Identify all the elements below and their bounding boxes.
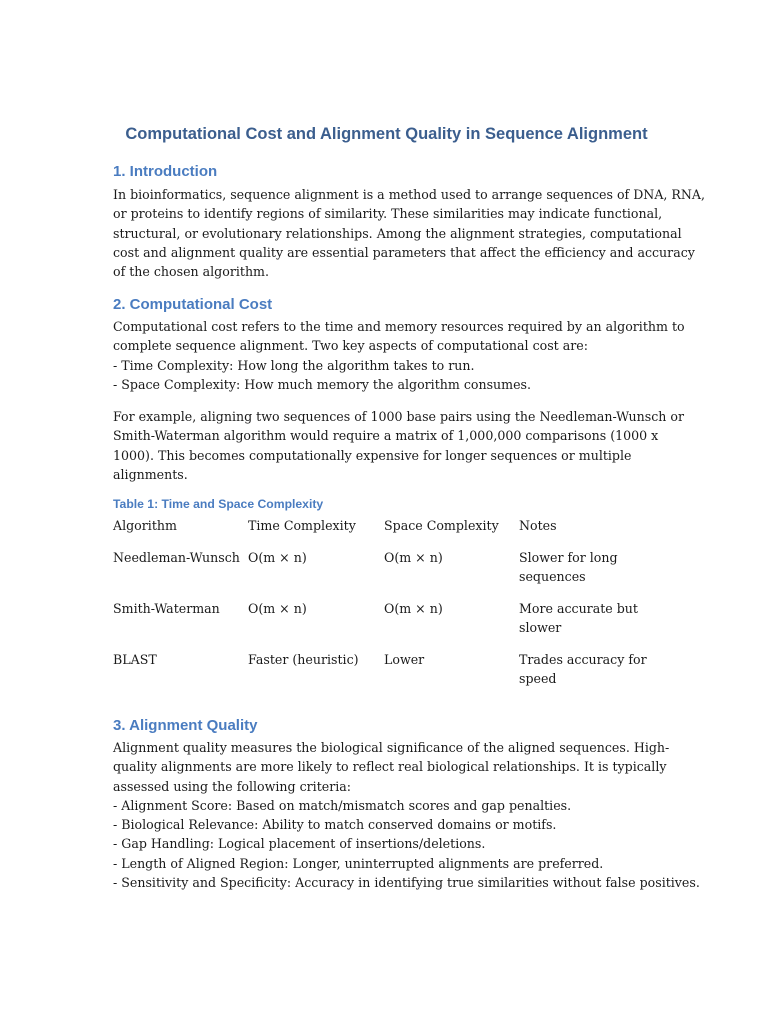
text-line: cost and alignment quality are essential parameters that affect the efficiency and accuracy [113, 244, 695, 260]
text-line: alignments. [113, 466, 188, 482]
text-line: - Biological Relevance: Ability to match conserved domains or motifs. [113, 817, 557, 833]
text-line: Alignment quality measures the biological significance of the aligned sequences. High- [113, 740, 670, 755]
text-line: 1000). This becomes computationally expensive for longer sequences or multiple [113, 447, 632, 463]
table-header-cell: Notes [519, 518, 557, 533]
heading-introduction: 1. Introduction [113, 163, 218, 180]
text-line: - Sensitivity and Specificity: Accuracy in identifying true similarities without false positives. [113, 875, 700, 891]
table-cell-line: speed [519, 671, 557, 687]
table-caption: Table 1: Time and Space Complexity [113, 497, 324, 511]
table-header-cell: Space Complexity [384, 518, 499, 533]
table-cell [519, 650, 659, 689]
table-cell: BLAST [113, 652, 157, 667]
paragraph-introduction [113, 185, 706, 281]
text-line: or proteins to identify regions of similarity. These similarities may indicate functional, [113, 206, 663, 222]
text-line: complete sequence alignment. Two key aspects of computational cost are: [113, 338, 588, 354]
table-cell-line: More accurate but [519, 601, 638, 616]
text-line: For example, aligning two sequences of 1000 base pairs using the Needleman-Wunsch or [113, 409, 684, 424]
text-line: - Length of Aligned Region: Longer, uninterrupted alignments are preferred. [113, 855, 604, 871]
text-line: structural, or evolutionary relationships. Among the alignment strategies, computational [113, 225, 682, 241]
text-line: of the chosen algorithm. [113, 264, 269, 280]
table-cell: Lower [384, 652, 425, 667]
text-line: quality alignments are more likely to reflect real biological relationships. It is typically [113, 759, 667, 775]
text-line: - Gap Handling: Logical placement of insertions/deletions. [113, 836, 486, 852]
table-cell-line: Trades accuracy for [519, 652, 647, 667]
table-cell: Smith-Waterman [113, 601, 220, 616]
table-cell: Faster (heuristic) [248, 652, 359, 667]
table-cell: O(m × n) [384, 550, 443, 565]
text-line: - Time Complexity: How long the algorithm takes to run. [113, 357, 475, 373]
table-cell-line: slower [519, 620, 562, 636]
table-header-cell: Algorithm [113, 518, 177, 533]
text-line: In bioinformatics, sequence alignment is a method used to arrange sequences of DNA, RNA, [113, 187, 706, 202]
paragraph-cost-example [113, 407, 684, 484]
table-cell: O(m × n) [248, 550, 307, 565]
paragraph-alignment-quality [113, 738, 700, 892]
table-cell: Needleman-Wunsch [113, 550, 240, 565]
text-line: Smith-Waterman algorithm would require a matrix of 1,000,000 comparisons (1000 x [113, 428, 659, 444]
table-header-cell: Time Complexity [248, 518, 356, 533]
text-line: Computational cost refers to the time and memory resources required by an algorithm to [113, 319, 685, 334]
table-cell: O(m × n) [248, 601, 307, 616]
table-cell [519, 548, 659, 587]
table-cell-line: Slower for long [519, 550, 618, 565]
table-cell: O(m × n) [384, 601, 443, 616]
heading-computational-cost: 2. Computational Cost [113, 296, 273, 313]
table-cell [519, 599, 659, 638]
document-title: Computational Cost and Alignment Quality in Sequence Alignment [125, 125, 648, 143]
text-line: assessed using the following criteria: [113, 778, 352, 794]
text-line: - Alignment Score: Based on match/mismatch scores and gap penalties. [113, 797, 572, 813]
paragraph-cost-definition [113, 317, 685, 394]
heading-alignment-quality: 3. Alignment Quality [113, 717, 258, 734]
table-cell-line: sequences [519, 569, 586, 585]
text-line: - Space Complexity: How much memory the algorithm consumes. [113, 376, 531, 392]
